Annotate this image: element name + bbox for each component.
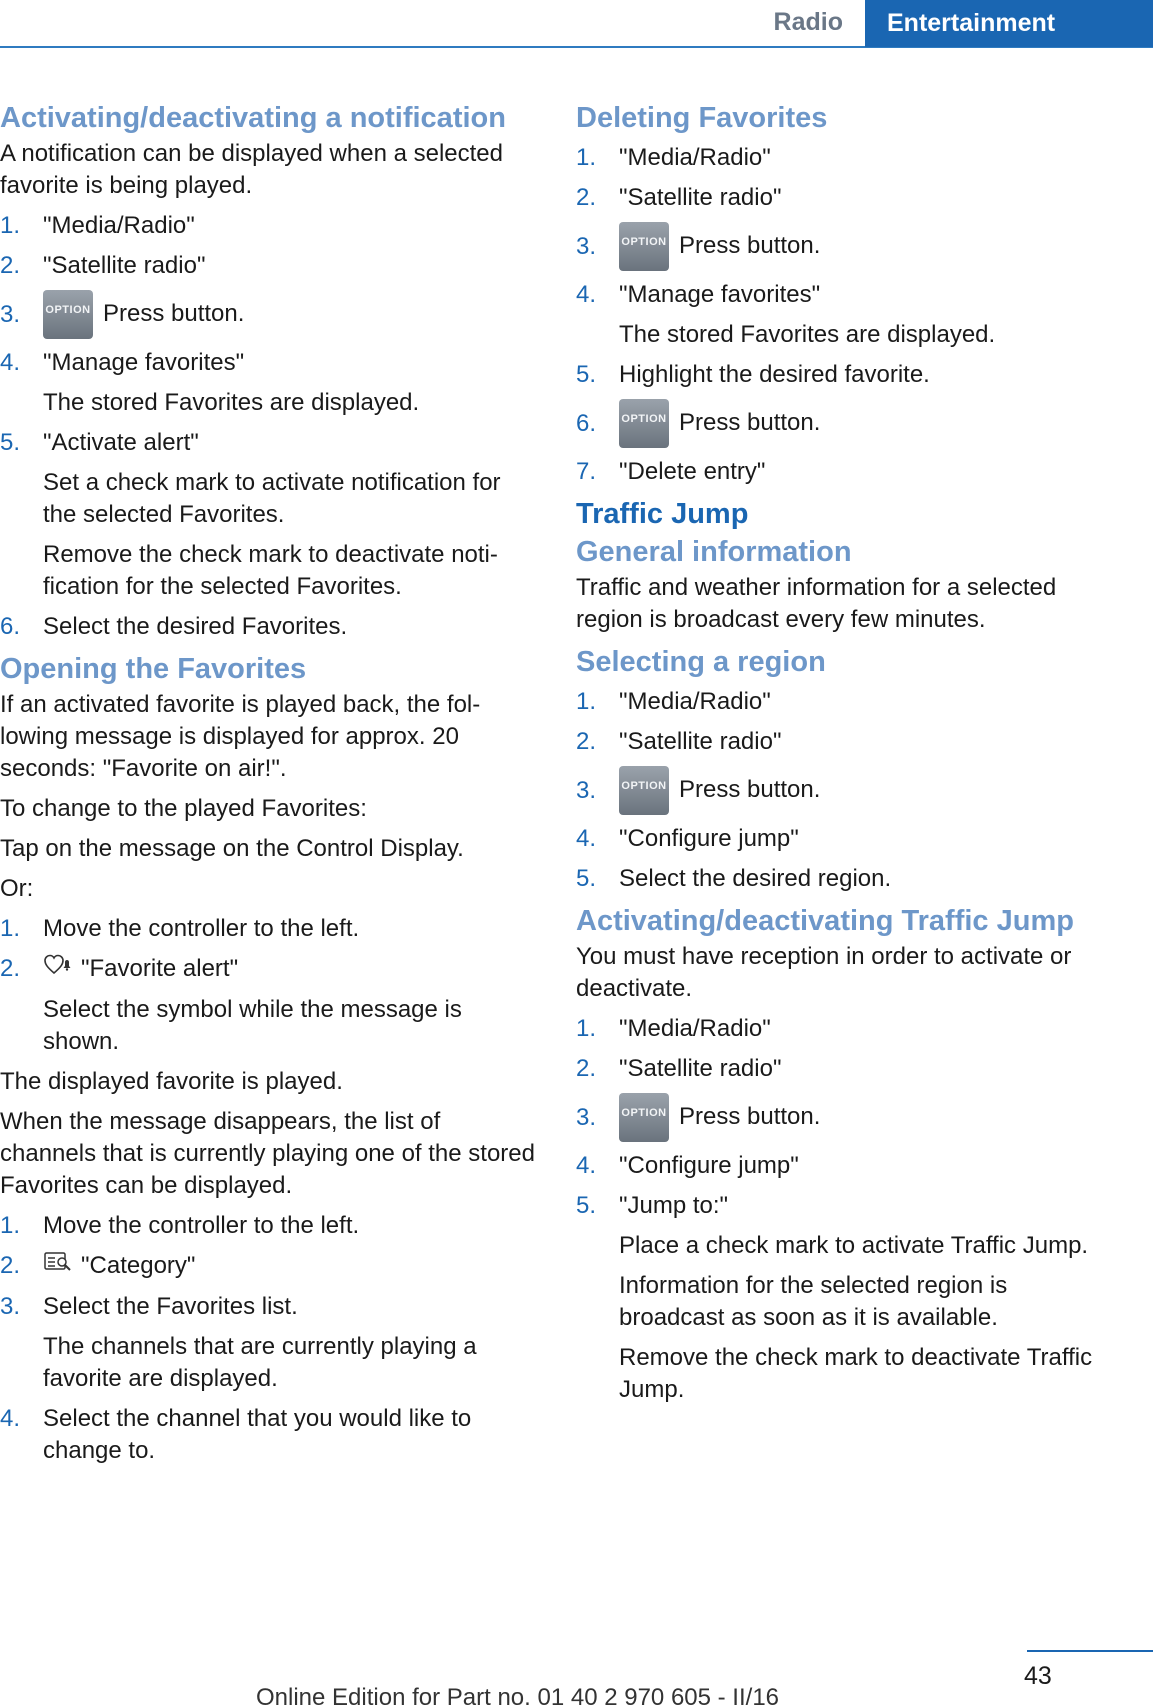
left-column — [0, 100, 535, 1475]
page-header — [0, 0, 1153, 48]
section-title: Traffic Jump — [576, 498, 749, 530]
section-title: Deleting Favorites — [576, 102, 828, 134]
paragraph: When the message disappears, the list of channels that is currently playing one of the stored Favorites can be displayed. — [0, 1108, 535, 1200]
paragraph: If an activated favorite is played back, the following message is displayed for approx. 20 seconds: "Favorite on air!". — [0, 691, 481, 782]
option-button-icon: OPTION — [43, 290, 93, 339]
header-section: Radio — [773, 8, 843, 36]
right-column — [576, 100, 1116, 1414]
step-list — [576, 686, 1116, 895]
paragraph: To change to the played Favorites: — [0, 795, 367, 822]
list-item: 1. "Media/Radio" — [576, 688, 771, 715]
list-item: 3. OPTION Press button. — [576, 222, 1116, 271]
paragraph: The displayed favorite is played. — [0, 1068, 343, 1096]
page-number: 43 — [1024, 1662, 1052, 1690]
step-list — [576, 142, 1116, 488]
option-button-icon: OPTION — [619, 399, 669, 448]
section-title: Activating/deactivating Traffic Jump — [576, 905, 1074, 937]
section-title: General information — [576, 536, 852, 568]
list-item: 6. Select the desired Favorites. — [0, 613, 348, 640]
list-item: 6. OPTION Press button. — [576, 399, 1116, 448]
paragraph: You must have reception in order to activate or deactivate. — [576, 943, 1072, 1002]
list-item: 5. Select the desired region. — [576, 865, 892, 892]
list-item: 2. "Satellite radio" — [576, 728, 782, 755]
paragraph: Or: — [0, 875, 34, 902]
list-item: 4. "Manage favorites" The stored Favorites are displayed. — [576, 281, 996, 348]
footer-divider — [1027, 1650, 1153, 1652]
list-item: 2. "Category" — [0, 1250, 535, 1283]
list-item: 2. "Satellite radio" — [576, 1055, 782, 1082]
step-list — [0, 913, 535, 1058]
list-item: 4. "Configure jump" — [576, 825, 799, 852]
list-item: 1. Move the controller to the left. — [0, 915, 360, 942]
section-intro: A notification can be displayed when a selected favorite is being played. — [0, 140, 504, 199]
step-list — [0, 1210, 535, 1467]
option-button-icon: OPTION — [619, 766, 669, 815]
list-item: 2. "Satellite radio" — [0, 252, 206, 279]
section-title: Activating/deactivating a notification — [0, 102, 506, 134]
category-icon — [43, 1250, 73, 1283]
header-chapter: Entertainment — [865, 0, 1153, 47]
list-item: 5. "Jump to:" Place a check mark to activate Traffic Jump. Information for the selected region is broadcast as soon as it is available. Remove the check mark to deactivate Traffic Jump. — [576, 1192, 1093, 1403]
step-list — [576, 1013, 1116, 1406]
favorite-alert-icon — [43, 953, 73, 986]
section-title: Opening the Favorites — [0, 653, 307, 685]
list-item: 1. "Media/Radio" — [0, 212, 195, 239]
list-item: 5. Highlight the desired favorite. — [576, 361, 930, 388]
option-button-icon: OPTION — [619, 222, 669, 271]
step-list — [0, 210, 535, 643]
paragraph: Traffic and weather information for a selected region is broadcast every few minutes. — [576, 574, 1057, 633]
paragraph: Tap on the message on the Control Display. — [0, 835, 464, 862]
section-title: Selecting a region — [576, 646, 826, 678]
list-item: 3. OPTION Press button. — [576, 766, 1116, 815]
list-item: 4. Select the channel that you would like to change to. — [0, 1405, 472, 1465]
list-item: 1. "Media/Radio" — [576, 144, 771, 171]
list-item: 3. OPTION Press button. — [576, 1093, 1116, 1142]
list-item: 2. "Favorite alert" Select the symbol while the message is shown. — [0, 955, 462, 1056]
list-item: 3. Select the Favorites list. The channels that are currently playing a favorite are displayed. — [0, 1293, 477, 1393]
list-item: 7. "Delete entry" — [576, 458, 766, 485]
list-item: 5. "Activate alert" Set a check mark to activate notification for the selected Favorites. Remove the check mark to deactivate notification for the selected Favorites. — [0, 429, 501, 600]
list-item: 1. "Media/Radio" — [576, 1015, 771, 1042]
footer-edition: Online Edition for Part no. 01 40 2 970 605 - II/16 — [256, 1684, 780, 1708]
list-item: 3. OPTION Press button. — [0, 290, 535, 339]
list-item: 4. "Manage favorites" The stored Favorites are displayed. — [0, 349, 420, 416]
list-item: 4. "Configure jump" — [576, 1152, 799, 1179]
list-item: 1. Move the controller to the left. — [0, 1212, 360, 1240]
option-button-icon: OPTION — [619, 1093, 669, 1142]
list-item: 2. "Satellite radio" — [576, 184, 782, 211]
